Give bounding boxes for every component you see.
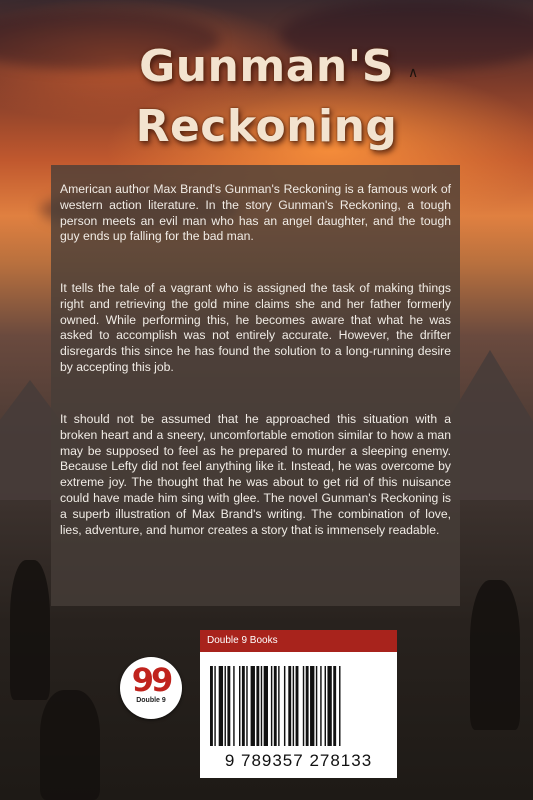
barcode-bar <box>233 666 234 746</box>
barcode-bar <box>284 666 285 746</box>
publisher-name: Double 9 Books <box>200 630 397 652</box>
barcode-bar <box>320 666 321 746</box>
barcode-bar <box>333 666 336 746</box>
barcode-bar <box>261 666 262 746</box>
publisher-logo <box>120 657 182 719</box>
barcode-bar <box>325 666 326 746</box>
rider-silhouette <box>470 580 520 730</box>
barcode-bar <box>219 666 223 746</box>
barcode-bar <box>225 666 226 746</box>
blurb-paragraph: It tells the tale of a vagrant who is assigned the task of making things right and retrieving the gold mine claims she and her father formerly owned. While performing this, he becomes aware that what he was asked to accomplish was not entirely accurate. However, the drifter disregards this since he has found the solution to a long-running desire by accepting this job. <box>60 281 451 374</box>
barcode-bar <box>306 666 309 746</box>
book-title-line1: Gunman'S <box>139 41 394 92</box>
blurb-panel <box>51 165 460 606</box>
barcode-bar <box>327 666 331 746</box>
barcode-bar <box>288 666 291 746</box>
barcode-bar <box>296 666 299 746</box>
publisher-logo-text: Double 9 <box>136 697 166 704</box>
rider-silhouette <box>10 560 50 700</box>
barcode-bar <box>246 666 247 746</box>
barcode-bar <box>278 666 279 746</box>
barcode-bar <box>274 666 277 746</box>
barcode-bar <box>256 666 259 746</box>
barcode-bars <box>210 666 387 746</box>
barcode-bar <box>251 666 255 746</box>
blurb-paragraph: American author Max Brand's Gunman's Reckoning is a famous work of western action literature. In the story Gunman's Reckoning, a tough person meets an evil man who has an angel daughter, and the tough guy ends up falling for the bad man. <box>60 182 451 244</box>
isbn-number: 9 789357 278133 <box>224 751 373 770</box>
publisher-logo-mark: 99 <box>131 661 171 699</box>
barcode-bar <box>303 666 304 746</box>
barcode-bar <box>310 666 314 746</box>
barcode-bar <box>227 666 230 746</box>
barcode-bar <box>239 666 240 746</box>
barcode-bar <box>214 666 215 746</box>
bird-icon: ∧ <box>408 64 419 80</box>
barcode <box>200 652 397 778</box>
barcode-bar <box>339 666 340 746</box>
barcode-bar <box>271 666 272 746</box>
barcode-bar <box>210 666 213 746</box>
barcode-bar <box>264 666 268 746</box>
book-title-line2: Reckoning <box>135 101 398 152</box>
blurb-paragraph: It should not be assumed that he approached this situation with a broken heart and a sneery, uncomfortable emotion similar to how a man may be supposed to feel as he prepared to murder a sleeping enemy. Because Lefty did not feel anything like it. Instead, he was overcome by extreme joy. The thought that he was about to get rid of this nuisance could have made him sing with glee. The novel Gunman's Reckoning is a superb illustration of Max Brand's writing. The combination of love, lies, adventure, and humor creates a story that is immensely readable. <box>60 412 451 537</box>
barcode-bar <box>242 666 245 746</box>
rider-silhouette <box>40 690 100 800</box>
barcode-bar <box>316 666 317 746</box>
barcode-bar <box>293 666 294 746</box>
